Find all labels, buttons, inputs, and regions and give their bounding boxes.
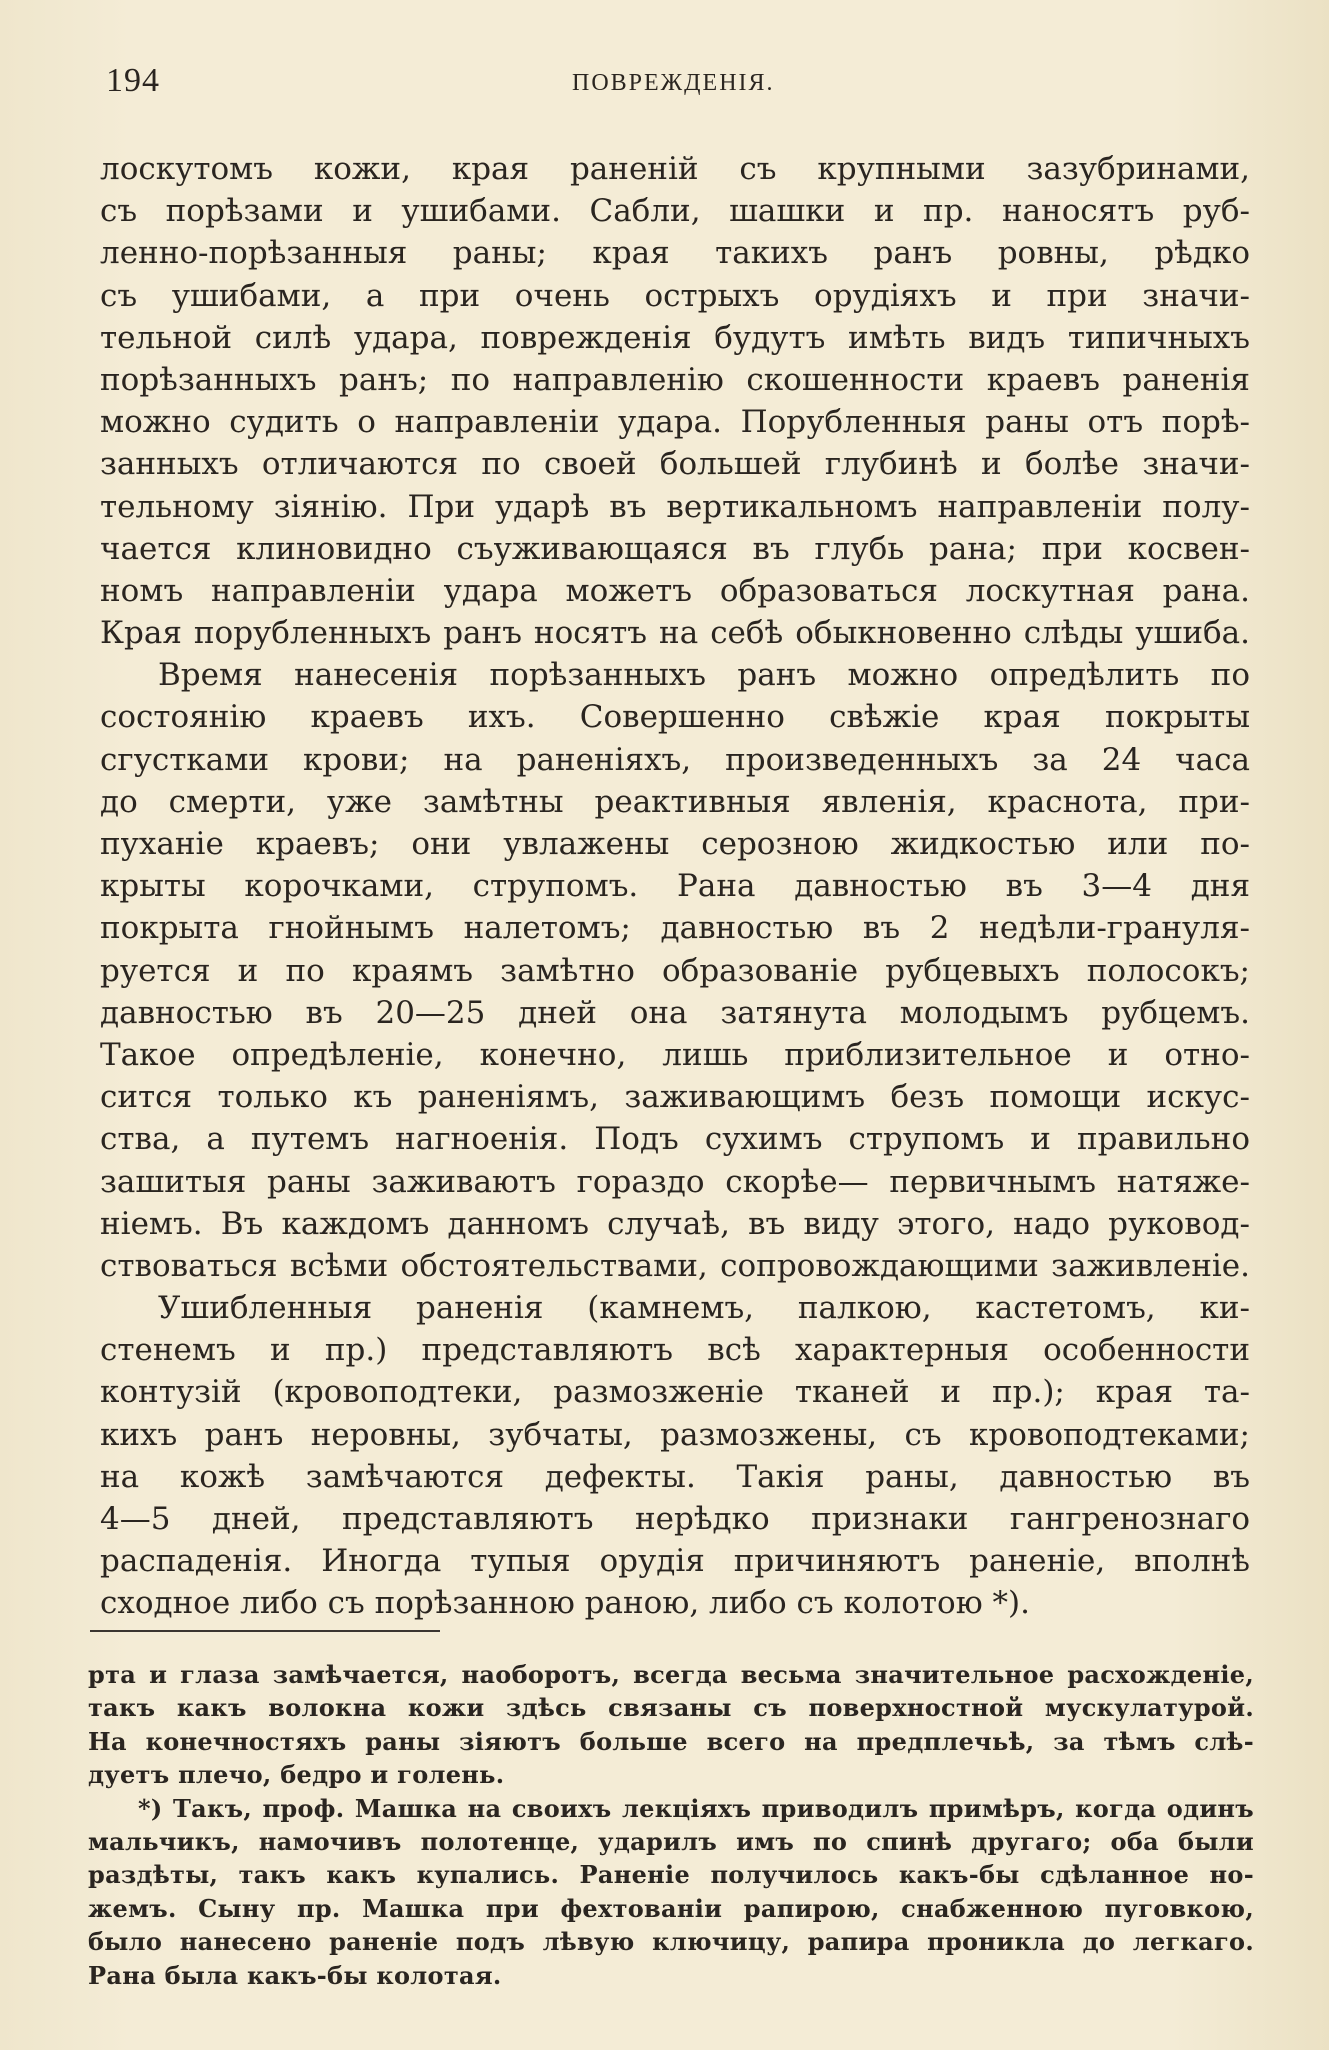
text-line: тельному зіянію. При ударѣ въ вертикальномъ направленіи полу- [100, 488, 1250, 525]
text-line: контузій (кровоподтеки, размозженіе тканей и пр.); края та- [100, 1374, 1250, 1411]
text-line: Время нанесенія порѣзанныхъ ранъ можно опредѣлить по [158, 657, 1250, 694]
paragraph-1 [100, 148, 1250, 654]
footnote-line: Рана была какъ-бы колотая. [88, 1960, 502, 1990]
paragraph-2 [100, 654, 1250, 1287]
footnote-line: *) Такъ, проф. Машка на своихъ лекціяхъ приводилъ примѣръ, когда одинъ [138, 1793, 1254, 1823]
text-line: пуханіе краевъ; они увлажены серозною жидкостью или по- [100, 826, 1250, 862]
footnote-divider [90, 1630, 440, 1632]
text-line: ства, а путемъ нагноенія. Подъ сухимъ струпомъ и правильно [100, 1121, 1250, 1158]
text-line: на кожѣ замѣчаются дефекты. Такія раны, давностью въ [100, 1458, 1250, 1495]
text-line: ніемъ. Въ каждомъ данномъ случаѣ, въ виду этого, надо руковод- [100, 1205, 1250, 1242]
running-title: ПОВРЕЖДЕНІЯ. [572, 70, 775, 96]
text-line: кихъ ранъ неровны, зубчаты, размозжены, съ кровоподтеками; [100, 1416, 1250, 1453]
text-line: распаденія. Иногда тупыя орудія причиняютъ раненіе, вполнѣ [100, 1543, 1250, 1580]
footnote-continuation [88, 1658, 1254, 1792]
text-line: крыты корочками, струпомъ. Рана давностью въ 3—4 дня [100, 868, 1250, 905]
footnote-line: мальчикъ, намочивъ полотенце, ударилъ имъ по спинѣ другаго; оба были [88, 1826, 1254, 1856]
footnotes [88, 1658, 1254, 1992]
footnote-note [88, 1792, 1254, 1992]
text-line: сгустками крови; на раненіяхъ, произведенныхъ за 24 часа [100, 741, 1250, 778]
text-line: Края порубленныхъ ранъ носятъ на себѣ обыкновенно слѣды ушиба. [100, 615, 1250, 652]
text-line: занныхъ отличаются по своей большей глубинѣ и болѣе значи- [100, 446, 1250, 483]
text-line: стенемъ и пр.) представляютъ всѣ характерныя особенности [100, 1332, 1250, 1369]
text-line: можно судить о направленіи удара. Порубленныя раны отъ порѣ- [100, 404, 1250, 441]
text-line: сходное либо съ порѣзанною раною, либо съ колотою *). [100, 1585, 1030, 1622]
text-line: давностью въ 20—25 дней она затянута молодымъ рубцемъ. [100, 994, 1250, 1031]
text-line: состоянію краевъ ихъ. Совершенно свѣжіе края покрыты [100, 699, 1250, 736]
footnote-line: На конечностяхъ раны зіяютъ больше всего на предплечьѣ, за тѣмъ слѣ- [88, 1726, 1254, 1756]
text-line: чается клиновидно съуживающаяся въ глубь рана; при косвен- [100, 530, 1250, 567]
page-header [106, 62, 1256, 106]
text-line: Такое опредѣленіе, конечно, лишь приблизительное и отно- [100, 1036, 1250, 1073]
text-line: ленно-порѣзанныя раны; края такихъ ранъ ровны, рѣдко [100, 235, 1250, 272]
text-line: ствоваться всѣми обстоятельствами, сопровождающими заживленіе. [100, 1247, 1250, 1284]
page-number: 194 [106, 62, 160, 99]
footnote-line: жемъ. Сыну пр. Машка при фехтованіи рапирою, снабженною пуговкою, [88, 1893, 1254, 1923]
footnote-line: было нанесено раненіе подъ лѣвую ключицу, рапира проникла до легкаго. [88, 1927, 1254, 1957]
text-line: номъ направленіи удара можетъ образоваться лоскутная рана. [100, 572, 1250, 609]
text-line: до смерти, уже замѣтны реактивныя явленія, краснота, при- [100, 783, 1250, 820]
footnote-line: рта и глаза замѣчается, наоборотъ, всегда весьма значительное расхожденіе, [88, 1660, 1254, 1689]
text-line: 4—5 дней, представляютъ нерѣдко признаки гангренознаго [100, 1501, 1250, 1537]
text-line: тельной силѣ удара, поврежденія будутъ имѣть видъ типичныхъ [100, 319, 1250, 356]
paragraph-3 [100, 1287, 1250, 1625]
footnote-line: дуетъ плечо, бедро и голень. [88, 1760, 505, 1790]
footnote-line: раздѣты, такъ какъ купались. Раненіе получилось какъ-бы сдѣланное но- [88, 1860, 1254, 1890]
text-line: съ порѣзами и ушибами. Сабли, шашки и пр. наносятъ руб- [100, 193, 1250, 230]
text-line: порѣзанныхъ ранъ; по направленію скошенности краевъ раненія [100, 361, 1250, 398]
text-line: зашитыя раны заживаютъ гораздо скорѣе— первичнымъ натяже- [100, 1163, 1250, 1200]
text-line: покрыта гнойнымъ налетомъ; давностью въ 2 недѣли-грануля- [100, 910, 1250, 947]
text-line: сится только къ раненіямъ, заживающимъ безъ помощи искус- [100, 1079, 1250, 1116]
text-line: съ ушибами, а при очень острыхъ орудіяхъ и при значи- [100, 277, 1250, 314]
text-line: Ушибленныя раненія (камнемъ, палкою, кастетомъ, ки- [158, 1290, 1250, 1327]
text-line: лоскутомъ кожи, края раненій съ крупными зазубринами, [100, 151, 1250, 187]
text-line: руется и по краямъ замѣтно образованіе рубцевыхъ полосокъ; [100, 952, 1250, 989]
footnote-line: такъ какъ волокна кожи здѣсь связаны съ поверхностной мускулатурой. [88, 1693, 1254, 1723]
main-text [100, 148, 1250, 1625]
